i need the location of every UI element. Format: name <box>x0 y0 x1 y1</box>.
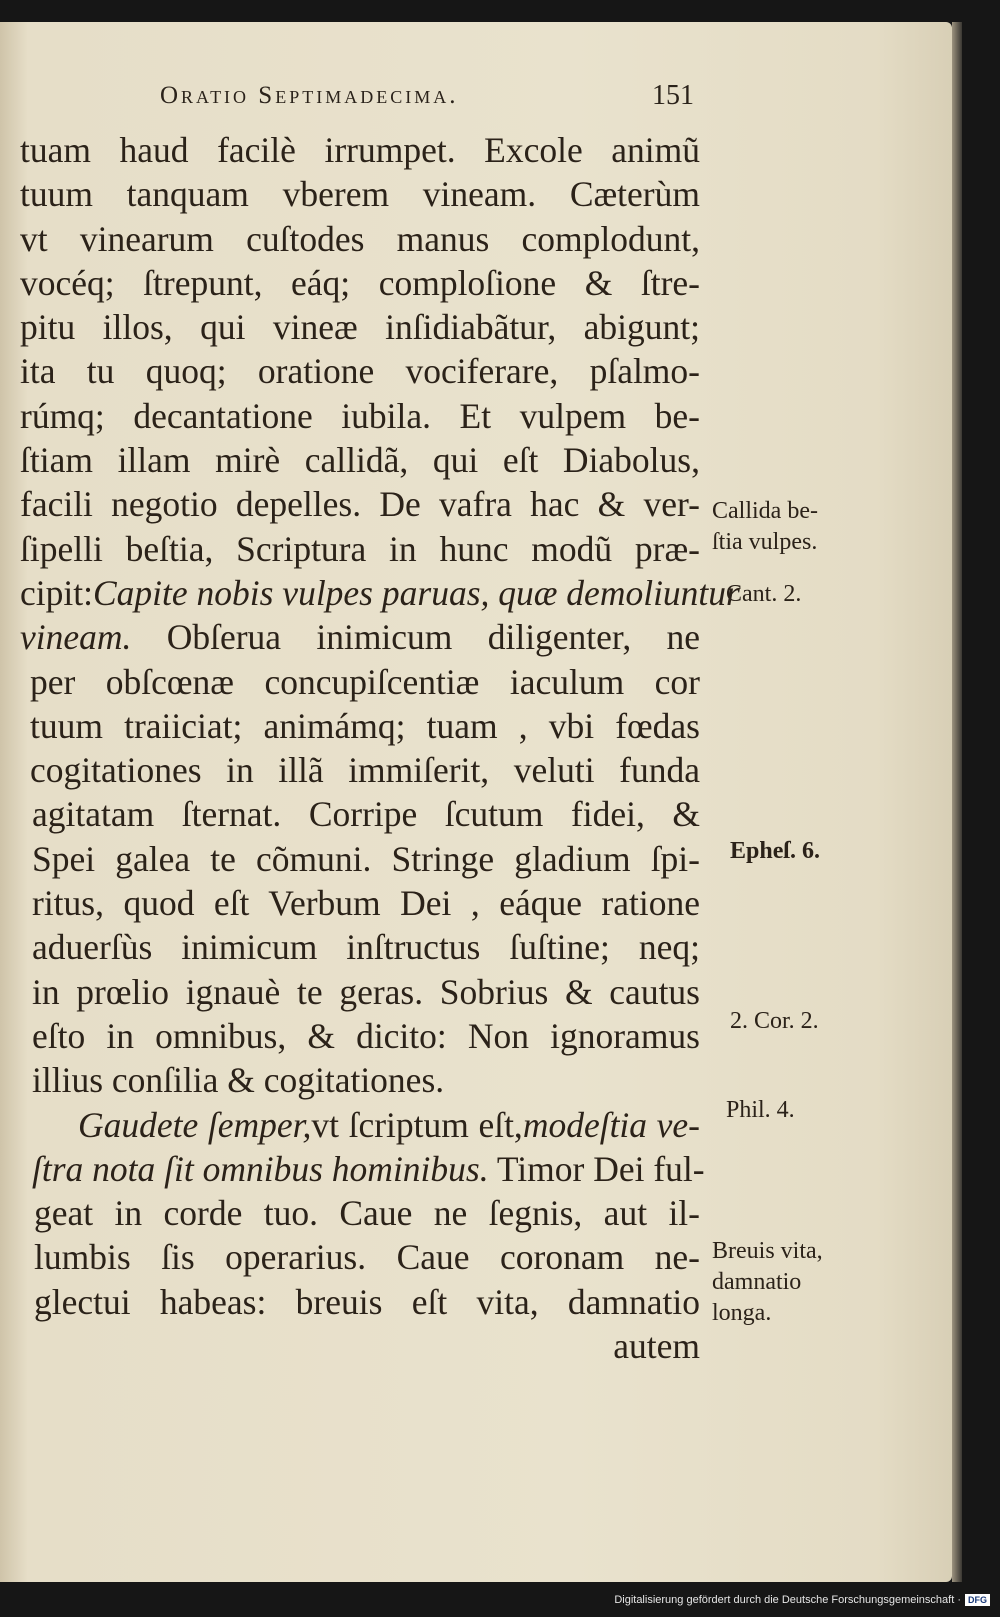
text-line: pitu illos, qui vineæ inſidiabãtur, abigunt; <box>20 307 700 348</box>
marginal-note: 2. Cor. 2. <box>730 1008 819 1034</box>
text-line: ſipelli beſtia, Scriptura in hunc modũ præ- <box>20 528 700 569</box>
marginal-line: Breuis vita, <box>712 1238 823 1264</box>
scripture-quote: modeſtia ve- <box>522 1104 700 1145</box>
text-line: agitatam ſternat. Corripe ſcutum fidei, & <box>32 794 700 835</box>
marginal-line: damnatio <box>712 1269 802 1295</box>
marginal-line: Callida be- <box>712 498 818 524</box>
running-title: Oratio Septimadecima. <box>160 82 459 109</box>
marginal-note: Epheſ. 6. <box>730 838 821 864</box>
text-line: illius conſilia & cogitationes. <box>32 1060 445 1101</box>
text-line: vt vinearum cuſtodes manus complodunt, <box>20 218 700 259</box>
text-line: tuum traiiciat; animámq; tuam , vbi fœdas <box>30 705 700 746</box>
scripture-quote: vineam. <box>20 617 132 658</box>
text-line: lumbis ſis operarius. Caue coronam ne- <box>34 1237 700 1278</box>
credit-text: Digitalisierung gefördert durch die Deutsche Forschungsgemeinschaft · <box>614 1594 961 1606</box>
scripture-quote: Capite nobis vulpes paruas, quæ demoliuntur <box>92 572 740 613</box>
text-line: ita tu quoq; oratione vociferare, pſalmo- <box>20 351 700 392</box>
marginal-note <box>712 1236 823 1329</box>
text-line: eſto in omnibus, & dicito: Non ignoramus <box>32 1015 700 1056</box>
marginal-note: Phil. 4. <box>726 1097 795 1123</box>
text-line <box>20 1103 700 1147</box>
text-line: vocéq; ſtrepunt, eáq; comploſione & ſtre- <box>20 262 700 303</box>
text-line <box>20 571 740 615</box>
marginal-line: ſtia vulpes. <box>712 529 818 555</box>
text-line: cogitationes in illã immiſerit, veluti funda <box>30 750 700 791</box>
text-line: glectui habeas: breuis eſt vita, damnatio <box>34 1281 700 1322</box>
marginal-note: Cant. 2. <box>726 581 802 607</box>
text-line: ritus, quod eſt Verbum Dei , eáque ratione <box>32 883 700 924</box>
text-line: Spei galea te cõmuni. Stringe gladium ſpi- <box>32 838 700 879</box>
text-line <box>20 615 700 659</box>
text-line: facili negotio depelles. De vafra hac & ver- <box>20 484 700 525</box>
page-edge <box>952 22 962 1582</box>
text-line: rúmq; decantatione iubila. Et vulpem be- <box>20 395 700 436</box>
text-line: per obſcœnæ concupiſcentiæ iaculum cor <box>30 661 700 702</box>
digitization-credit <box>600 1594 990 1606</box>
scripture-quote: ſtra nota ſit omnibus hominibus. <box>32 1148 489 1189</box>
text-line: in prœlio ignauè te geras. Sobrius & cautus <box>32 971 700 1012</box>
catchword: autem <box>613 1326 700 1367</box>
text-fragment: Obſerua inimicum diligenter, ne <box>166 617 701 658</box>
marginal-line: longa. <box>712 1300 772 1326</box>
page-number: 151 <box>652 80 694 111</box>
text-line: tuam haud facilè irrumpet. Excole animũ <box>20 130 700 170</box>
text-line: ſtiam illam mirè callidã, qui eſt Diabolus, <box>20 440 700 481</box>
text-fragment: Timor Dei ful- <box>496 1148 705 1189</box>
text-line: tuum tanquam vberem vineam. Cæterùm <box>20 174 700 215</box>
text-fragment: cipit: <box>20 572 93 613</box>
dfg-logo: DFG <box>965 1594 990 1606</box>
text-fragment: vt ſcriptum eſt, <box>311 1104 523 1145</box>
body-text <box>20 128 740 1368</box>
marginal-note <box>712 496 818 558</box>
scripture-quote: Gaudete ſemper, <box>78 1104 312 1145</box>
text-line: aduerſùs inimicum inſtructus ſuſtine; neq; <box>32 927 700 968</box>
text-line: geat in corde tuo. Caue ne ſegnis, aut il- <box>34 1193 700 1234</box>
text-line <box>20 1147 705 1191</box>
